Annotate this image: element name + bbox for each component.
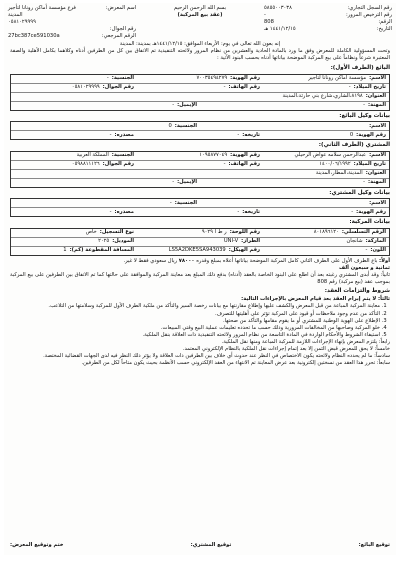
field-label: تاريخ الميلاد: [353, 84, 386, 91]
list-item: 4. خلو المركبة وصاحبها من المخالفات المرورية وذلك حسب ما تحدده تعليمات عملية البيع وقتي المبيعات. [10, 325, 380, 332]
table-cell [137, 161, 263, 168]
field-label: الاسم: [369, 122, 386, 129]
field-label: تاريخ الميلاد: [353, 161, 386, 168]
buyer-table [10, 151, 390, 188]
clause-1 [4, 258, 396, 265]
field-value: 1 [63, 247, 67, 254]
header-field-value: المدينة [8, 12, 23, 19]
document-header [4, 3, 396, 40]
field-label: رقم الجوال: [102, 84, 134, 91]
table-cell [137, 229, 263, 236]
table-cell [11, 247, 137, 254]
field-label: رقم الهوية: [230, 75, 260, 82]
field-label: الطراز: [241, 238, 260, 245]
table-cell [137, 152, 263, 159]
header-field-value: - [264, 12, 266, 19]
header-field-value: 27bc387ce591030a [8, 33, 60, 40]
field-label: المسافة المقطوعة (كم): [69, 247, 134, 254]
header-field-label: اسم المعرض: [105, 5, 136, 11]
table-row [11, 84, 389, 93]
clause-3-title: ثالثاً: لا يتم إبرام العقد بعد قيام المعرض بالإجراءات التالية: [241, 296, 390, 303]
list-item: 2. التأكد من عدم وجود ملاحظات أو قيود على المركبة تؤثر على أهليتها للتصرف. [10, 311, 380, 318]
table-cell [137, 84, 263, 91]
table-cell [200, 200, 389, 207]
table-cell [11, 170, 389, 177]
clause-3-list [4, 303, 396, 338]
field-value: - [223, 161, 226, 168]
table-cell [263, 84, 389, 91]
contract-page [4, 3, 396, 555]
table-cell [137, 247, 263, 254]
table-cell [263, 161, 389, 168]
table-cell [11, 84, 137, 91]
table-row [11, 229, 389, 238]
field-label: الماركة: [365, 238, 386, 245]
table-cell [11, 238, 137, 245]
field-value: 0 [349, 131, 354, 138]
table-cell [11, 102, 200, 109]
seller-table [10, 74, 390, 111]
field-label: رقم اللوحة: [229, 229, 260, 236]
field-label: رقم الهيكل: [228, 247, 260, 254]
table-row [11, 102, 389, 110]
field-label: رقم الجوال: [102, 161, 134, 168]
field-value: ر ط ا ٩٠٢٩ [201, 229, 227, 236]
field-label: تاريخه: [242, 131, 260, 138]
table-cell [137, 132, 263, 139]
table-cell [263, 75, 389, 82]
field-label: رقم الهوية: [356, 208, 386, 215]
field-value: - [237, 131, 240, 138]
table-cell [263, 247, 389, 254]
table-row [11, 170, 389, 179]
clause-5: خامساً: لا يحق للمعرض قبض الثمن إلا بعد إتمام إجراءات نقل الملكية بالنظام الإلكتروني المعتمد. [182, 345, 390, 352]
list-item: 5. استيفاء الشروط والأحكام الواردة في المادة التاسعة من نظام المرور ولائحته التنفيذية ذات العلاقة بنقل الملكية. [10, 332, 380, 339]
header-field [264, 12, 392, 19]
field-label: مصدره: [114, 208, 134, 215]
intro [4, 40, 396, 63]
header-field-value: 808 [264, 19, 274, 26]
header-field [264, 5, 392, 12]
clause-4: رابعاً: يلتزم المعرض بإنهاء الإجراءات اللازمة للمركبة المباعة ومنها نقل الملكية. [221, 338, 390, 345]
header-field [8, 26, 136, 33]
field-label: العنوان: [365, 170, 386, 177]
clause-7: سابعاً: تحرر هذا العقد من نسختين إلكترونية بعد عرض المعاينة تم الانتهاء من العقد الإلكتروني حسب الأنظمة بحيث يكون متاحاً لكل من الطرفين. [81, 359, 390, 366]
header-field [8, 33, 136, 40]
table-cell [11, 132, 137, 139]
field-label: العنوان: [365, 93, 386, 100]
buyer-title: المشتري (الطرف الثاني): [318, 142, 390, 149]
field-value: ٠٥٩٨٨١١١٢٦ [71, 161, 100, 168]
header-left-block [8, 5, 136, 40]
dealer-signature-label: ختم وتوقيع المعرض: [10, 541, 64, 548]
field-label: نوع التسجيل: [99, 229, 134, 236]
field-value: - [172, 179, 175, 186]
seller-agent-title: بيانات وكيل البائع: [339, 112, 390, 119]
field-value: ٨١٩٨،الشاري،شارع بني حارثة،المدينة [282, 93, 363, 100]
field-value: مؤسسة أماكن رونانا لتأجير [308, 75, 367, 82]
table-cell [11, 161, 137, 168]
field-label: اللون: [370, 247, 386, 254]
basmala: بسم الله الرحمن الرحيم [173, 5, 227, 11]
field-label: رقم الهاتف: [228, 84, 260, 91]
table-cell [11, 93, 389, 100]
seller-title: البائع (الطرف الأول): [330, 65, 390, 72]
field-label: الجنسية: [174, 199, 197, 206]
field-label: الاسم: [369, 199, 386, 206]
field-value: ١٠٩٥٨٧٧٠٤٩ [199, 152, 228, 159]
field-label: الجنسية: [111, 75, 134, 82]
field-label: رقم الهوية: [230, 152, 260, 159]
header-field-value: ١٤٤١/١٢/١٥ هـ [264, 26, 296, 33]
table-cell [11, 75, 137, 82]
header-field [8, 5, 136, 12]
field-value: ٨٠١٨٩٦١٢٠ [313, 229, 339, 236]
field-value: المدينة،المطار،المدينة [315, 170, 363, 177]
field-value: - [363, 179, 366, 186]
header-field-label: رقم الجوال: [109, 26, 136, 33]
clause-6: سادساً: ما لم يحدده النظام ولائحته يكون الاختصاص في النظر عند حدوث أي خلاف بين الطرفين ذات العلاقة ولا يؤثر ذلك النظر فيه لدى الجهات القضائية المختصة. [43, 352, 390, 359]
table-row [11, 208, 389, 216]
clause-1-amount: ٧٨٠٠٠ [178, 257, 195, 264]
table-cell [263, 238, 389, 245]
table-row [11, 152, 389, 161]
header-field-label: رقم السجل التجاري: [347, 5, 392, 11]
field-value: - [109, 131, 112, 138]
field-label: الرقم التسلسلي: [341, 229, 386, 236]
header-field [8, 12, 136, 19]
seller-signature-label: توقيع البائع: [358, 541, 390, 548]
field-value: خاص [85, 229, 97, 236]
field-label: الإيميل: [177, 102, 197, 109]
field-label: الاسم: [369, 75, 386, 82]
clause-1-lead: أولاً: [379, 257, 390, 264]
table-cell [11, 209, 137, 216]
intro-text: وتحت المسؤولية الكاملة للمعرض وفق ما ورد بالمادة الحادية والعشرين من نظام المرور ولائحته التنفيذية تم الاتفاق بين كل من الطرفين أدناه وكلاهما بكامل الأهلية والصفة المعتبرة شرعاً ونظاماً على بيع المركبة الموضحة بياناتها أدناه بحسب البنود الآتية : [10, 48, 390, 62]
header-field-label: الرقم: [378, 19, 392, 26]
header-field-label: الرقم المرجعي: [101, 33, 136, 40]
table-row [11, 179, 389, 187]
table-cell [200, 179, 389, 186]
field-label: المهنة: [368, 179, 386, 186]
table-cell [11, 200, 200, 207]
field-value: - [348, 84, 351, 91]
table-row [11, 131, 389, 139]
intro-date-line: إنه بعون الله تعالى في يوم: الأربعاء الموافق: ١٤٤١/١٢/١٥هـ بمدينة: المدينة [119, 41, 281, 48]
field-value: - [169, 199, 172, 206]
table-cell [263, 152, 389, 159]
table-cell [263, 229, 389, 236]
field-value: ٢٠٢٥ [98, 238, 110, 245]
field-value: - [363, 102, 366, 109]
contract-title: (عقد بيع المركبة) [177, 12, 223, 19]
clause-1-text: باع الطرف الأول على الطرف الثاني كامل المركبة الموضحة بياناتها أعلاه بمبلغ وقدره [196, 257, 378, 264]
clause-1-currency: ريال سعودي فقط لا غير. [123, 257, 178, 264]
header-field-value: ٥٨٥٥٠٠٣٠٣٨ [264, 5, 292, 11]
field-label: الجنسية: [111, 152, 134, 159]
field-label: الجنسية: [174, 122, 197, 129]
field-value: عبدالرحمن سلامه عواض الرحيلي [294, 152, 367, 159]
vehicle-title: بيانات المركبة: [349, 219, 390, 226]
header-right-block [264, 5, 392, 40]
field-value: - [237, 208, 240, 215]
field-value: 0 [168, 122, 172, 129]
field-label: الموديل: [112, 238, 134, 245]
field-label: مصدره: [114, 131, 134, 138]
header-field [264, 26, 392, 33]
list-item: 1. معاينة المركبة المباعة من قبل المعرض والكشف عليها وإطلاع مقارنتها مع بيانات رخصة السير والتأكد من ملكية الطرف الأول للمركبة وسلامتها من التلاعب. [10, 303, 380, 310]
table-row [11, 75, 389, 84]
table-cell [11, 123, 200, 130]
field-value: ١٤٠٠/٠٦/١٩٩٢ [319, 161, 351, 168]
header-field [8, 19, 136, 26]
field-value: - [172, 102, 175, 109]
vehicle-table [10, 228, 390, 256]
field-value: شانجان [346, 238, 363, 245]
buyer-agent-table [10, 198, 390, 217]
field-label: رقم الهوية: [356, 131, 386, 138]
field-label: الإيميل: [177, 179, 197, 186]
table-row [11, 238, 389, 247]
table-cell [263, 132, 389, 139]
list-item: 3. الإطلاع على الهوية الوطنية للمشتري أو ما يقوم مقامها والتأكد من صحتها. [10, 318, 380, 325]
field-value: LS5A2DKE5SA943039 [168, 247, 226, 254]
table-cell [11, 179, 200, 186]
field-label: رقم الهاتف: [228, 161, 260, 168]
header-center-block [140, 5, 260, 40]
amount-in-words: ثمانية و سبعون ألف [339, 264, 390, 271]
field-value: - [365, 247, 368, 254]
signature-row [10, 542, 390, 549]
table-cell [137, 75, 263, 82]
field-value: ٧٠٠٣٥٤٩٤٢٧٩ [196, 75, 228, 82]
table-row [11, 93, 389, 102]
field-value: UNI-V [223, 238, 239, 245]
table-cell [11, 229, 137, 236]
field-label: الاسم: [369, 152, 386, 159]
header-field-label: التاريخ: [376, 26, 392, 33]
field-label: المهنة: [368, 102, 386, 109]
field-label: تاريخه: [242, 208, 260, 215]
table-row [11, 199, 389, 208]
field-value: - [109, 208, 112, 215]
header-field [264, 19, 392, 26]
table-cell [263, 209, 389, 216]
table-cell [200, 102, 389, 109]
field-value: المملكة العربية [76, 152, 109, 159]
table-row [11, 247, 389, 255]
field-value: - [351, 208, 354, 215]
header-field-label: رقم الترخيص المرور: [346, 12, 392, 19]
table-cell [137, 209, 263, 216]
table-row [11, 122, 389, 131]
field-value: - [106, 75, 109, 82]
buyer-agent-title: بيانات وكيل المشتري: [329, 189, 390, 196]
header-field-value: ٠٥٨١٠٢٩٩٩٩ [8, 19, 36, 26]
conditions-title: شروط والتزامات العقد: [324, 287, 390, 294]
seller-agent-table [10, 121, 390, 140]
header-field-value: فرع مؤسسة أماكن رونانا لتأجير [8, 5, 76, 11]
field-value: - [223, 84, 226, 91]
buyer-signature-label: توقيع المشتري: [190, 541, 232, 548]
table-cell [11, 152, 137, 159]
field-value: ٠٥٨١٠٢٩٩٩٩ [71, 84, 100, 91]
table-cell [137, 238, 263, 245]
table-row [11, 161, 389, 170]
clause-2: ثانياً: وقد أبدى المشتري رغبته بعد أن اطلع على البنود الخاصة بالعقد (أدناه) بدفع ذلك المبلغ بعد معاينة المركبة والموافقة على حالتها كما تم الاتفاق بين الطرفين على بيع المركبة بموجب عقد (بيع مركبة) رقم 808 [10, 271, 390, 285]
table-cell [200, 123, 389, 130]
